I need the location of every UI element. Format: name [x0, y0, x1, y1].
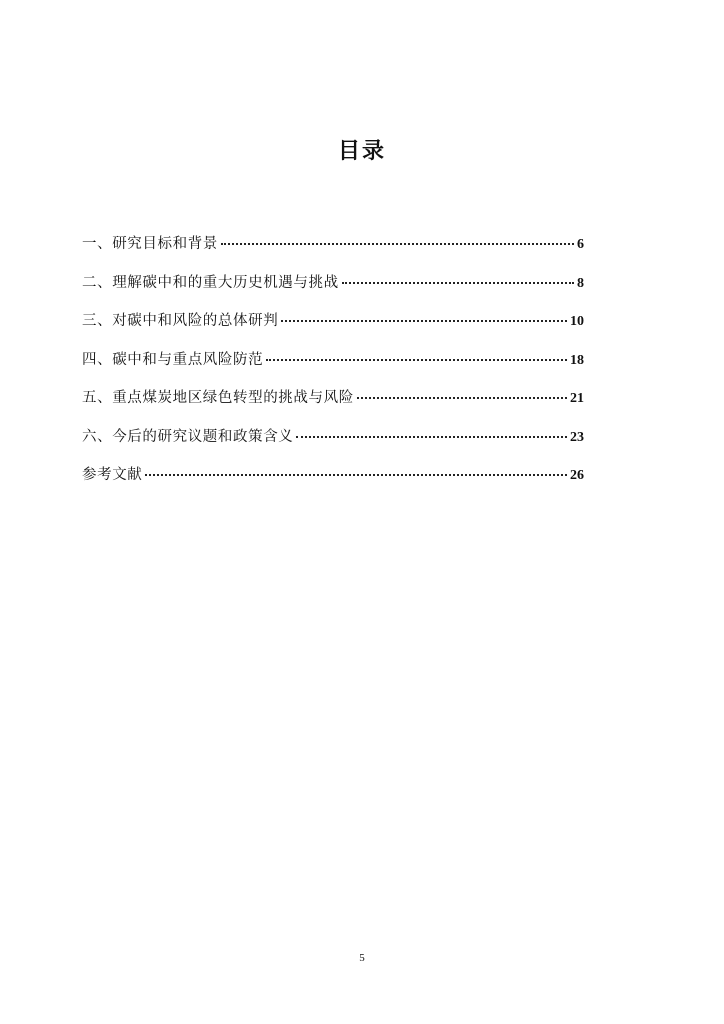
toc-title: 目录 [337, 139, 386, 164]
toc-dot-leader [221, 243, 574, 245]
toc-entry[interactable] [82, 463, 584, 502]
toc-dot-leader [342, 282, 574, 284]
toc-entry-page: 23 [570, 429, 584, 445]
toc-entry[interactable] [82, 232, 584, 271]
toc-entry-page: 21 [570, 391, 584, 406]
toc-entry-page: 10 [570, 314, 584, 329]
table-of-contents [82, 232, 584, 502]
toc-entry[interactable] [82, 271, 584, 310]
toc-entry[interactable] [82, 309, 584, 348]
toc-entry-label: 六、今后的研究议题和政策含义 [82, 428, 294, 445]
toc-dot-leader [357, 397, 567, 399]
toc-entry-label: 参考文献 [82, 467, 143, 483]
toc-dot-leader [296, 436, 567, 438]
toc-entry-label: 四、碳中和与重点风险防范 [82, 351, 264, 368]
toc-entry-page: 26 [570, 468, 584, 483]
toc-entry-label: 五、重点煤炭地区绿色转型的挑战与风险 [82, 390, 354, 406]
toc-dot-leader [266, 359, 567, 361]
toc-entry[interactable] [82, 386, 584, 425]
toc-entry-page: 6 [577, 237, 584, 252]
toc-dot-leader [281, 320, 567, 322]
toc-entry[interactable] [82, 348, 584, 387]
toc-dot-leader [145, 474, 567, 476]
toc-entry-label: 二、理解碳中和的重大历史机遇与挑战 [82, 274, 339, 291]
toc-entry-label: 三、对碳中和风险的总体研判 [82, 313, 279, 329]
toc-entry-label: 一、研究目标和背景 [82, 236, 218, 252]
page-number: 5 [359, 952, 365, 964]
toc-entry[interactable] [82, 425, 584, 464]
toc-entry-page: 18 [570, 352, 584, 368]
toc-entry-page: 8 [577, 275, 584, 291]
